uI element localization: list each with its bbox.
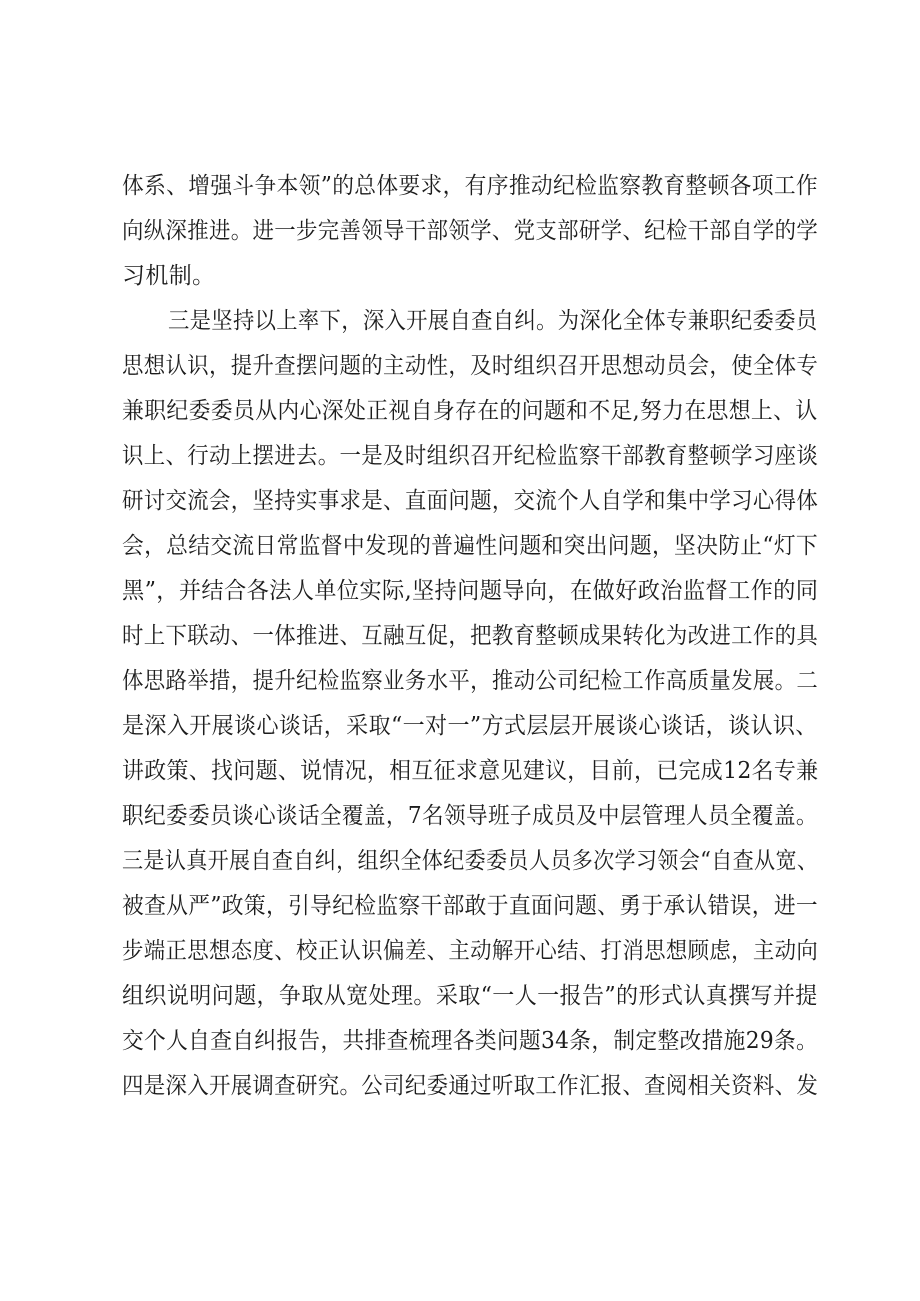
text-line: 被查从严”政策，引导纪检监察干部敢于直面问题、勇于承认错误，进一 bbox=[122, 893, 819, 919]
text-line: 步端正思想态度、校正认识偏差、主动解开心结、打消思想顾虑，主动向 bbox=[122, 938, 819, 964]
text-line: 黑”，并结合各法人单位实际,坚持问题导向，在做好政治监督工作的同 bbox=[122, 578, 819, 604]
text-line: 体系、增强斗争本领”的总体要求，有序推动纪检监察教育整顿各项工作 bbox=[122, 173, 819, 199]
text-line: 时上下联动、一体推进、互融互促，把教育整顿成果转化为改进工作的具 bbox=[122, 623, 819, 649]
text-line: 思想认识，提升查摆问题的主动性，及时组织召开思想动员会，使全体专 bbox=[122, 353, 819, 379]
text-line: 体思路举措，提升纪检监察业务水平，推动公司纪检工作高质量发展。二 bbox=[122, 668, 819, 694]
text-line: 讲政策、找问题、说情况，相互征求意见建议，目前，已完成12名专兼 bbox=[122, 758, 819, 784]
text-line: 组织说明问题，争取从宽处理。采取“一人一报告”的形式认真撰写并提 bbox=[122, 983, 818, 1009]
paragraph-first-line: 三是坚持以上率下，深入开展自查自纠。为深化全体专兼职纪委委员 bbox=[168, 308, 818, 334]
text-line: 研讨交流会，坚持实事求是、直面问题，交流个人自学和集中学习心得体 bbox=[122, 488, 819, 514]
text-line: 兼职纪委委员从内心深处正视自身存在的问题和不足,努力在思想上、认 bbox=[122, 398, 818, 424]
text-line: 三是认真开展自查自纠，组织全体纪委委员人员多次学习领会“自查从宽、 bbox=[122, 848, 819, 874]
text-line: 四是深入开展调查研究。公司纪委通过听取工作汇报、查阅相关资料、发 bbox=[122, 1073, 819, 1099]
text-line: 是深入开展谈心谈话，采取“一对一”方式层层开展谈心谈话，谈认识、 bbox=[122, 713, 818, 739]
text-line: 向纵深推进。进一步完善领导干部领学、党支部研学、纪检干部自学的学 bbox=[122, 218, 819, 244]
text-line: 交个人自查自纠报告，共排查梳理各类问题34条，制定整改措施29条。 bbox=[122, 1028, 819, 1054]
text-line: 职纪委委员谈心谈话全覆盖，7名领导班子成员及中层管理人员全覆盖。 bbox=[122, 803, 818, 829]
text-line: 会，总结交流日常监督中发现的普遍性问题和突出问题，坚决防止“灯下 bbox=[122, 533, 819, 559]
text-line: 识上、行动上摆进去。一是及时组织召开纪检监察干部教育整顿学习座谈 bbox=[122, 443, 819, 469]
text-line: 习机制。 bbox=[122, 263, 216, 289]
